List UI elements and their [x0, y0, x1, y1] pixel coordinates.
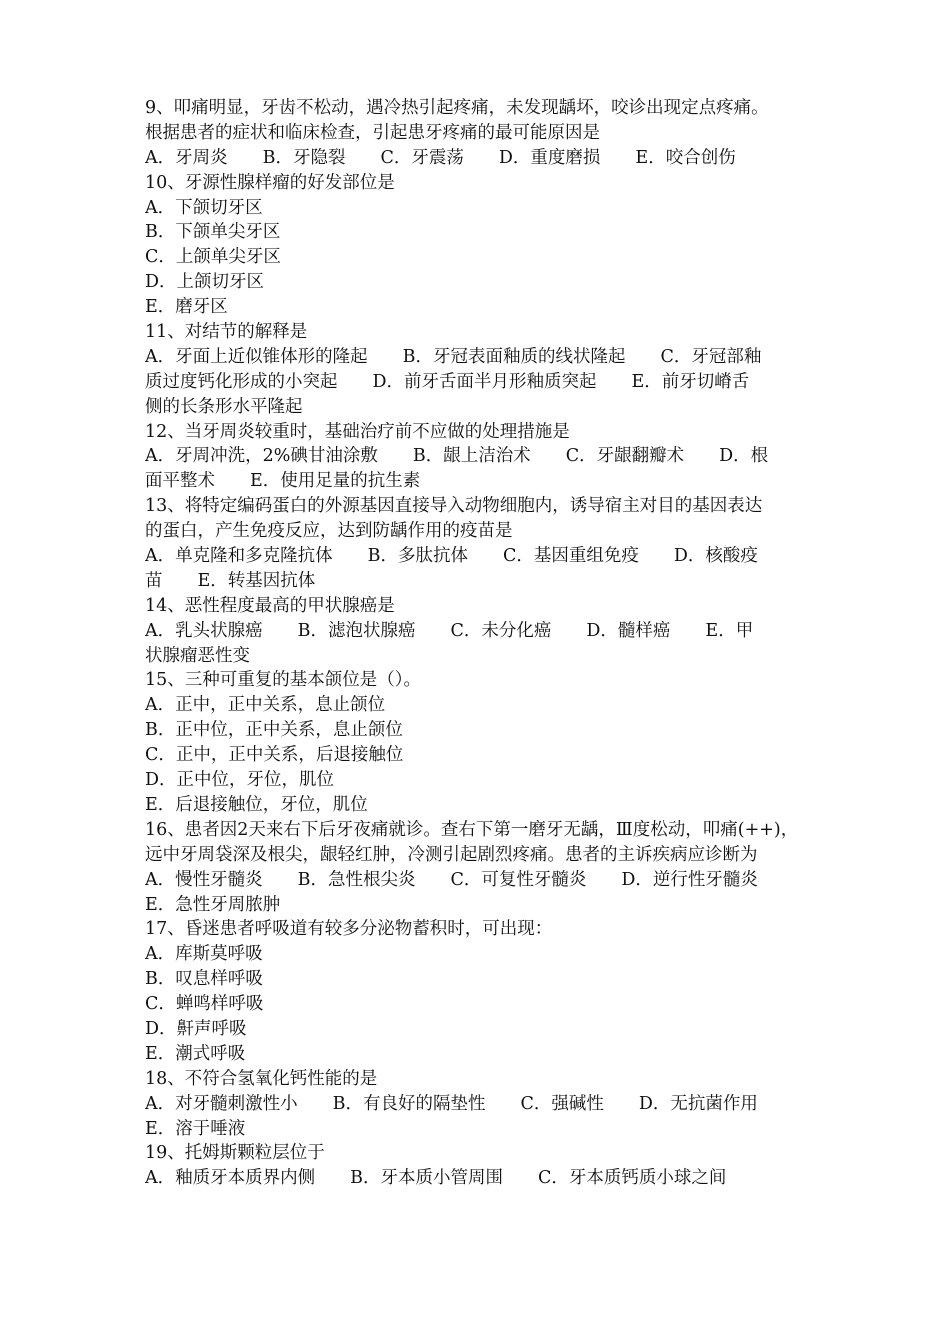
document-page: [145, 96, 811, 1191]
answer-option: B．下颌单尖牙区: [145, 222, 281, 243]
question-stem: 19、托姆斯颗粒层位于: [145, 1143, 325, 1164]
answer-options: A．釉质牙本质界内侧 B．牙本质小管周围 C．牙本质钙质小球之间: [145, 1168, 727, 1189]
question-stem: 14、恶性程度最高的甲状腺癌是: [145, 595, 395, 616]
answer-options: 侧的长条形水平隆起: [145, 396, 303, 417]
answer-options: A．单克隆和多克隆抗体 B．多肽抗体 C．基因重组免疫 D．核酸疫: [145, 546, 758, 567]
text-line: 9、叩痛明显，牙齿不松动，遇冷热引起疼痛，未发现龋坏，咬诊出现定点疼痛。: [145, 98, 769, 118]
answer-option: E．潮式呼吸: [145, 1043, 246, 1064]
answer-option: C．正中，正中关系，后退接触位: [145, 745, 404, 766]
text-line: 根据患者的症状和临床检查，引起患牙疼痛的最可能原因是: [145, 122, 600, 143]
answer-options: 状腺瘤恶性变: [145, 645, 250, 666]
question-stem: 12、当牙周炎较重时，基础治疗前不应做的处理措施是: [145, 421, 570, 442]
answer-option: D．上颌切牙区: [145, 272, 265, 293]
question-stem: 13、将特定编码蛋白的外源基因直接导入动物细胞内，诱导宿主对目的基因表达: [145, 496, 763, 517]
question-stem: 17、昏迷患者呼吸道有较多分泌物蓄积时，可出现：: [145, 919, 553, 940]
answer-option: A．库斯莫呼吸: [145, 944, 263, 965]
answer-option: A．下颌切牙区: [145, 197, 263, 218]
question-stem: 的蛋白，产生免疫反应，达到防龋作用的疫苗是: [145, 521, 513, 542]
answer-option: D．正中位，牙位，肌位: [145, 770, 335, 791]
answer-options: 面平整术 E．使用足量的抗生素: [145, 471, 421, 492]
question-stem: 11、对结节的解释是: [145, 322, 308, 343]
answer-options: 苗 E．转基因抗体: [145, 570, 316, 591]
answer-option: C．上颌单尖牙区: [145, 247, 281, 268]
answer-options: A．对牙髓刺激性小 B．有良好的隔垫性 C．强碱性 D．无抗菌作用: [145, 1093, 758, 1114]
answer-options: A．牙周冲洗，2%碘甘油涂敷 B．龈上洁治术 C．牙龈翻瓣术 D．根: [145, 446, 769, 467]
answer-option: E．后退接触位，牙位，肌位: [145, 794, 368, 815]
answer-options: A．牙面上近似锥体形的隆起 B．牙冠表面釉质的线状隆起 C．牙冠部釉: [145, 346, 762, 367]
answer-option: B．叹息样呼吸: [145, 969, 263, 990]
answer-option: C．蝉鸣样呼吸: [145, 994, 264, 1015]
question-stem: 10、牙源性腺样瘤的好发部位是: [145, 172, 395, 193]
answer-options: A．牙周炎 B．牙隐裂 C．牙震荡 D．重度磨损 E．咬合创伤: [145, 147, 736, 168]
question-stem: 18、不符合氢氧化钙性能的是: [145, 1068, 378, 1089]
answer-option: D．鼾声呼吸: [145, 1018, 247, 1039]
answer-option: E．磨牙区: [145, 297, 228, 318]
question-stem: 15、三种可重复的基本颌位是（）。: [145, 670, 422, 691]
answer-option: A．正中，正中关系，息止颌位: [145, 695, 386, 716]
answer-options: E．急性牙周脓肿: [145, 894, 281, 915]
question-stem: 远中牙周袋深及根尖，龈轻红肿，冷测引起剧烈疼痛。患者的主诉疾病应诊断为: [145, 844, 758, 865]
answer-options: E．溶于唾液: [145, 1118, 246, 1139]
answer-option: B．正中位，正中关系，息止颌位: [145, 720, 403, 741]
answer-options: 质过度钙化形成的小突起 D．前牙舌面半月形釉质突起 E．前牙切嵴舌: [145, 371, 750, 392]
answer-options: A．乳头状腺癌 B．滤泡状腺癌 C．未分化癌 D．髓样癌 E．甲: [145, 620, 754, 641]
answer-options: A．慢性牙髓炎 B．急性根尖炎 C．可复性牙髓炎 D．逆行性牙髓炎: [145, 869, 758, 890]
question-stem: 16、患者因2天来右下后牙夜痛就诊。查右下第一磨牙无龋，Ⅲ度松动，叩痛(++)，: [145, 819, 799, 840]
